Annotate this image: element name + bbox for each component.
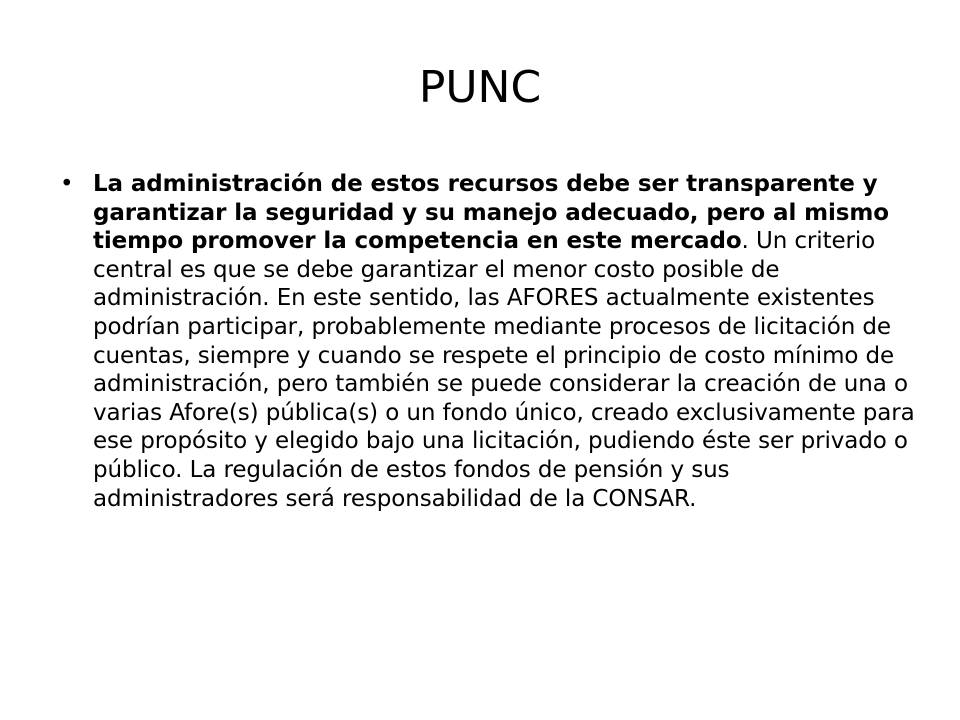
slide-body — [60, 170, 920, 690]
slide-title: PUNC — [418, 62, 542, 113]
bullet-normal-text: . Un criterio central es que se debe garantizar el menor costo posible de administración. En este sentido, las AFORES actualmente existentes podrían participar, probablemente mediante procesos de licitación de cuentas, siempre y cuando se respete el principio de costo mínimo de administración, pero también se puede considerar la creación de una o varias Afore(s) pública(s) o un fondo único, creado exclusivamente para ese propósito y elegido bajo una licitación, pudiendo éste ser privado o público. La regulación de estos fondos de pensión y sus administradores será responsabilidad de la CONSAR. — [93, 228, 915, 512]
bullet-bold-text: La administración de estos recursos debe ser transparente y garantizar la seguridad y su manejo adecuado, pero al mismo tiempo promover la competencia en este mercado — [93, 171, 889, 255]
bullet-text — [93, 170, 920, 513]
bullet-item — [60, 170, 920, 513]
bullet-marker: • — [60, 171, 74, 197]
